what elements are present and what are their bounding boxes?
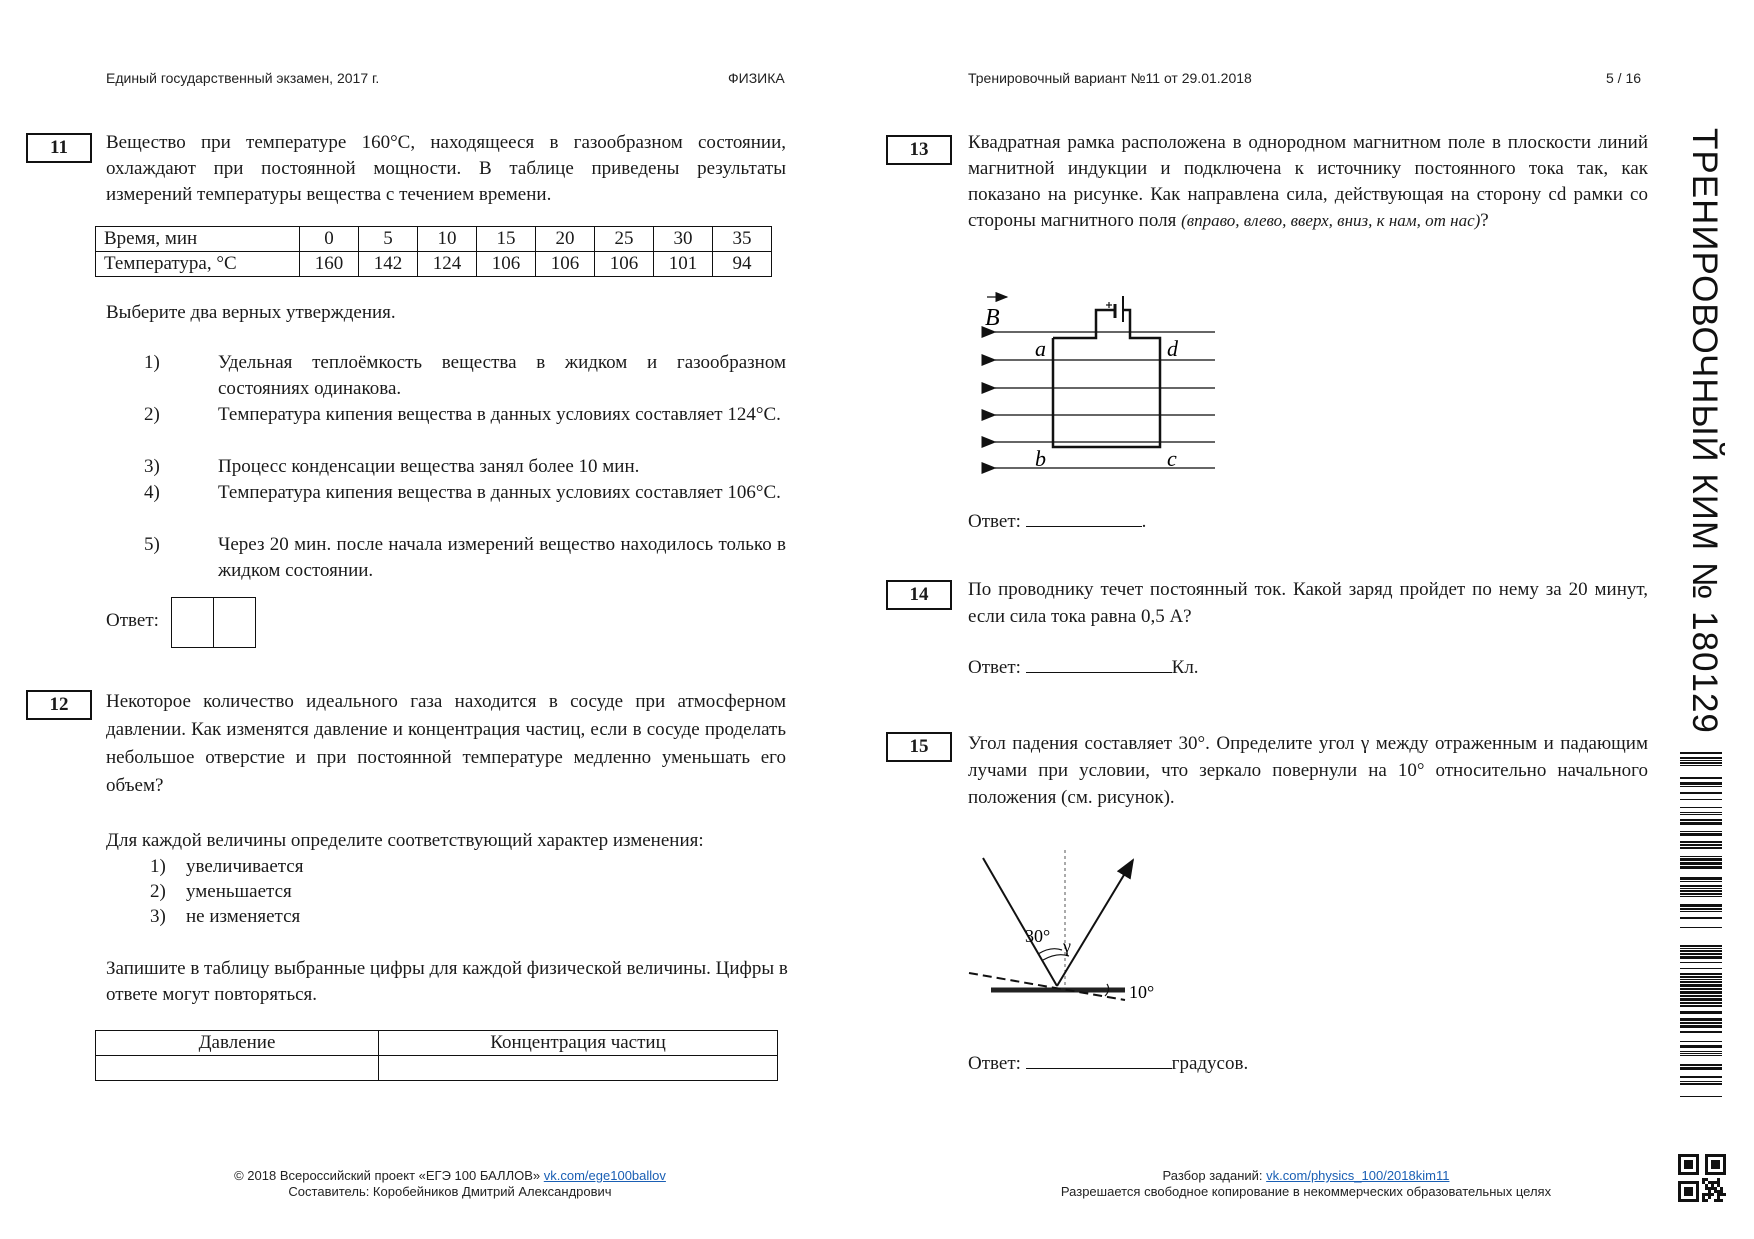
footer-review-label: Разбор заданий: xyxy=(1162,1168,1263,1183)
barcode-bar xyxy=(1680,812,1722,813)
qr-module xyxy=(1702,1199,1705,1202)
q13-answer-row xyxy=(968,506,1146,535)
table-cell: 35 xyxy=(713,227,772,252)
q13-text: Квадратная рамка расположена в однородном магнитном поле в плоскости линий магнитной индукции и подключена к источнику постоянного тока так, как показано на рисунке. Как направлена сила, действующая на сторону cd рамки со стороны магнитного поля xyxy=(968,132,1648,231)
q11-answer-cell-2[interactable] xyxy=(213,597,256,648)
barcode-bar xyxy=(1680,973,1722,975)
q14-answer-unit: Кл. xyxy=(1171,657,1199,678)
header-variant: Тренировочный вариант №11 от 29.01.2018 xyxy=(968,70,1252,86)
table-row-label-time: Время, мин xyxy=(96,227,300,252)
reflected-ray xyxy=(1057,860,1133,986)
option-number: 4) xyxy=(144,482,160,503)
barcode-bar xyxy=(1680,1045,1722,1048)
corner-c-label: c xyxy=(1167,446,1177,471)
angle-10-label: 10° xyxy=(1129,982,1155,1002)
header-page-number: 5 / 16 xyxy=(1606,70,1642,86)
qr-finder xyxy=(1711,1160,1720,1169)
table-cell: 124 xyxy=(418,252,477,277)
barcode-bar xyxy=(1680,948,1722,949)
q11-answer-cell-1[interactable] xyxy=(171,597,214,648)
qr-module xyxy=(1708,1187,1711,1190)
qr-module xyxy=(1708,1190,1711,1193)
barcode xyxy=(1680,752,1722,1100)
qr-module xyxy=(1711,1187,1714,1190)
qr-module xyxy=(1723,1193,1726,1196)
table-row xyxy=(96,252,772,277)
question-number-11: 11 xyxy=(26,133,92,163)
answer-cell-concentration[interactable] xyxy=(379,1056,778,1081)
table-cell: 25 xyxy=(595,227,654,252)
qr-finder xyxy=(1684,1160,1693,1169)
table-cell: 106 xyxy=(477,252,536,277)
q15-answer-row xyxy=(968,1048,1248,1077)
barcode-bar xyxy=(1680,786,1722,787)
barcode-bar xyxy=(1680,1031,1722,1033)
angle-30-label: 30° xyxy=(1025,926,1051,946)
barcode-bar xyxy=(1680,1083,1722,1085)
qr-module xyxy=(1720,1193,1723,1196)
q11-data-table xyxy=(95,226,772,277)
barcode-bar xyxy=(1680,866,1722,869)
barcode-bar xyxy=(1680,760,1722,761)
corner-b-label: b xyxy=(1035,446,1046,471)
qr-module xyxy=(1702,1181,1705,1184)
question-number-15: 15 xyxy=(886,732,952,762)
footer-copyright: © 2018 Всероссийский проект «ЕГЭ 100 БАЛЛОВ» xyxy=(234,1168,541,1183)
option-number: 2) xyxy=(144,404,160,425)
qr-module xyxy=(1717,1193,1720,1196)
footer-link-physics[interactable]: vk.com/physics_100/2018kim11 xyxy=(1266,1168,1450,1183)
q12-text: Некоторое количество идеального газа находится в сосуде при атмосферном давлении. Как изменятся давление и концентрация частиц, если в сосуде проделать небольшое отверстие и при постоянной температуре медленно уменьшать его объем? xyxy=(106,691,786,796)
barcode-bar xyxy=(1680,1067,1722,1070)
table-cell: 142 xyxy=(359,252,418,277)
qr-module xyxy=(1717,1196,1720,1199)
qr-module xyxy=(1720,1190,1723,1193)
table-cell: 5 xyxy=(359,227,418,252)
qr-module xyxy=(1708,1181,1711,1184)
barcode-bar xyxy=(1680,819,1722,821)
option-number: 2) xyxy=(150,881,166,902)
qr-module xyxy=(1714,1187,1717,1190)
barcode-bar xyxy=(1680,814,1722,815)
barcode-bar xyxy=(1680,908,1722,910)
option-number: 1) xyxy=(150,856,166,877)
q14-answer-label: Ответ: xyxy=(968,657,1021,678)
question-number-13: 13 xyxy=(886,135,952,165)
footer-link-ege100ballov[interactable]: vk.com/ege100ballov xyxy=(543,1168,666,1183)
q13-answer-tail: . xyxy=(1141,511,1147,532)
barcode-bar xyxy=(1680,945,1722,947)
angle-gamma-label: γ xyxy=(1063,936,1071,956)
barcode-bar xyxy=(1680,792,1722,794)
barcode-bar xyxy=(1680,991,1722,994)
table-header-concentration: Концентрация частиц xyxy=(379,1031,778,1056)
qr-module xyxy=(1711,1181,1714,1184)
barcode-bar xyxy=(1680,1081,1722,1082)
q13-hint: (вправо, влево, вверх, вниз, к нам, от нас) xyxy=(1181,211,1481,230)
q15-answer-label: Ответ: xyxy=(968,1053,1021,1074)
q15-answer-blank[interactable] xyxy=(1026,1048,1172,1069)
barcode-bar xyxy=(1680,979,1722,980)
barcode-bar xyxy=(1680,904,1722,907)
barcode-bar xyxy=(1680,885,1722,887)
list-item xyxy=(150,879,550,905)
barcode-bar xyxy=(1680,858,1722,861)
q13-text-block xyxy=(968,130,1648,234)
option-text: Процесс конденсации вещества занял более 10 мин. xyxy=(218,456,640,477)
option-text: Через 20 мин. после начала измерений вещество находилось только в жидком состоянии. xyxy=(218,534,786,581)
header-left: Единый государственный экзамен, 2017 г. xyxy=(106,70,380,86)
barcode-bar xyxy=(1680,1055,1722,1056)
barcode-bar xyxy=(1680,1018,1722,1021)
barcode-bar xyxy=(1680,782,1722,785)
barcode-bar xyxy=(1680,984,1722,987)
incident-ray xyxy=(983,858,1057,986)
q11-text: Вещество при температуре 160°С, находящееся в газообразном состоянии, охлаждают при постоянной мощности. В таблице приведены результаты измерений температуры вещества с течением времени. xyxy=(106,132,786,205)
barcode-bar xyxy=(1680,762,1722,764)
list-item xyxy=(150,854,550,880)
option-number: 3) xyxy=(144,456,160,477)
q11-prompt: Выберите два верных утверждения. xyxy=(106,302,396,323)
qr-module xyxy=(1705,1187,1708,1190)
barcode-bar xyxy=(1680,888,1722,889)
option-text: не изменяется xyxy=(186,906,301,927)
barcode-bar xyxy=(1680,976,1722,978)
barcode-bar xyxy=(1680,962,1722,963)
table-cell: 10 xyxy=(418,227,477,252)
qr-module xyxy=(1702,1193,1705,1196)
table-cell: 106 xyxy=(536,252,595,277)
qr-module xyxy=(1714,1190,1717,1193)
list-item xyxy=(150,904,550,930)
list-item xyxy=(144,454,786,480)
q13-answer-label: Ответ: xyxy=(968,511,1021,532)
barcode-bar xyxy=(1680,1022,1722,1024)
angle-arc-30 xyxy=(1038,949,1062,954)
qr-module xyxy=(1714,1181,1717,1184)
table-cell: 101 xyxy=(654,252,713,277)
option-number: 5) xyxy=(144,534,160,555)
barcode-bar xyxy=(1680,1011,1722,1014)
table-cell: 160 xyxy=(300,252,359,277)
qr-module xyxy=(1717,1181,1720,1184)
table-cell: 20 xyxy=(536,227,595,252)
qr-code xyxy=(1678,1154,1726,1202)
qr-module xyxy=(1711,1184,1714,1187)
rotated-mirror xyxy=(969,973,1125,1000)
qr-module xyxy=(1705,1193,1708,1196)
barcode-bar xyxy=(1680,917,1722,919)
qr-module xyxy=(1717,1190,1720,1193)
barcode-bar xyxy=(1680,833,1722,836)
barcode-bar xyxy=(1680,998,1722,1001)
barcode-bar xyxy=(1680,757,1722,759)
table-cell: 106 xyxy=(595,252,654,277)
barcode-bar xyxy=(1680,822,1722,825)
header-subject: ФИЗИКА xyxy=(728,70,785,86)
option-text: увеличивается xyxy=(186,856,304,877)
table-cell: 0 xyxy=(300,227,359,252)
qr-module xyxy=(1720,1199,1723,1202)
barcode-bar xyxy=(1680,1064,1722,1066)
barcode-bar xyxy=(1680,1025,1722,1028)
barcode-bar xyxy=(1680,1002,1722,1004)
barcode-bar xyxy=(1680,1053,1722,1054)
qr-module xyxy=(1705,1178,1708,1181)
qr-module xyxy=(1711,1193,1714,1196)
q13-hint-tail: ? xyxy=(1480,210,1489,231)
barcode-bar xyxy=(1680,911,1722,912)
table-cell: 94 xyxy=(713,252,772,277)
option-text: Удельная теплоёмкость вещества в жидком и газообразном состояниях одинакова. xyxy=(218,352,786,399)
option-number: 1) xyxy=(144,352,160,373)
barcode-bar xyxy=(1680,995,1722,997)
option-number: 3) xyxy=(150,906,166,927)
barcode-bar xyxy=(1680,841,1722,843)
barcode-bar xyxy=(1680,890,1722,892)
qr-module xyxy=(1702,1196,1705,1199)
barcode-bar xyxy=(1680,831,1722,832)
list-item xyxy=(144,402,786,454)
barcode-bar xyxy=(1680,765,1722,766)
table-header-pressure: Давление xyxy=(96,1031,379,1056)
barcode-bar xyxy=(1680,877,1722,880)
side-label: ТРЕНИРОВОЧНЫЙ КИМ № 180129 xyxy=(1685,128,1724,734)
list-item xyxy=(144,480,786,532)
qr-module xyxy=(1702,1178,1705,1181)
barcode-bar xyxy=(1680,844,1722,846)
table-row xyxy=(96,227,772,252)
qr-finder xyxy=(1684,1187,1693,1196)
question-number-12: 12 xyxy=(26,690,92,720)
barcode-bar xyxy=(1680,847,1722,849)
footer-right-line1 xyxy=(1006,1168,1606,1183)
barcode-bar xyxy=(1680,862,1722,865)
barcode-bar xyxy=(1680,953,1722,955)
table-row-label-temperature: Температура, °С xyxy=(96,252,300,277)
barcode-bar xyxy=(1680,927,1722,928)
q14-text: По проводнику течет постоянный ток. Какой заряд пройдет по нему за 20 минут, если сила тока равна 0,5 А? xyxy=(968,579,1648,627)
option-text: уменьшается xyxy=(186,881,292,902)
barcode-bar xyxy=(1680,1051,1722,1052)
list-item xyxy=(144,350,786,402)
table-cell: 15 xyxy=(477,227,536,252)
q14-answer-blank[interactable] xyxy=(1026,652,1172,673)
barcode-bar xyxy=(1680,881,1722,882)
barcode-bar xyxy=(1680,981,1722,983)
q15-text: Угол падения составляет 30°. Определите угол γ между отраженным и падающим лучами при условии, что зеркало повернули на 10° относительно начального положения (см. рисунок). xyxy=(968,733,1648,808)
list-item xyxy=(144,532,786,584)
footer-license: Разрешается свободное копирование в некоммерческих образовательных целях xyxy=(1060,1184,1552,1199)
option-text: Температура кипения вещества в данных условиях составляет 124°С. xyxy=(218,404,781,425)
corner-d-label: d xyxy=(1167,336,1178,361)
q13-answer-blank[interactable] xyxy=(1026,506,1142,527)
barcode-bar xyxy=(1680,1076,1722,1078)
b-vector-label: B xyxy=(985,305,1000,331)
footer-left-line1 xyxy=(150,1168,750,1183)
qr-module xyxy=(1705,1199,1708,1202)
barcode-bar xyxy=(1680,856,1722,857)
q12-answer-table xyxy=(95,1030,778,1081)
footer-author: Составитель: Коробейников Дмитрий Александрович xyxy=(288,1184,612,1199)
barcode-bar xyxy=(1680,950,1722,952)
barcode-bar xyxy=(1680,799,1722,800)
table-cell: 30 xyxy=(654,227,713,252)
barcode-bar xyxy=(1680,807,1722,808)
qr-module xyxy=(1705,1184,1708,1187)
q15-figure xyxy=(965,850,1175,1010)
answer-cell-pressure[interactable] xyxy=(96,1056,379,1081)
barcode-bar xyxy=(1680,1041,1722,1042)
barcode-bar xyxy=(1680,752,1722,754)
barcode-bar xyxy=(1680,777,1722,779)
qr-module xyxy=(1708,1193,1711,1196)
q12-instruction: Запишите в таблицу выбранные цифры для каждой физической величины. Цифры в ответе могут повторяться. xyxy=(106,958,788,1005)
table-row xyxy=(96,1031,778,1056)
barcode-bar xyxy=(1680,896,1722,897)
q13-figure xyxy=(975,280,1225,480)
barcode-bar xyxy=(1680,1005,1722,1007)
qr-module xyxy=(1717,1178,1720,1181)
q11-answer-label: Ответ: xyxy=(106,610,159,631)
barcode-bar xyxy=(1680,956,1722,959)
barcode-bar xyxy=(1680,968,1722,969)
q15-answer-unit: градусов. xyxy=(1171,1053,1249,1074)
barcode-bar xyxy=(1680,893,1722,895)
qr-module xyxy=(1708,1196,1711,1199)
barcode-bar xyxy=(1680,1096,1722,1097)
qr-module xyxy=(1717,1184,1720,1187)
barcode-bar xyxy=(1680,988,1722,990)
table-row xyxy=(96,1056,778,1081)
corner-a-label: a xyxy=(1035,336,1046,361)
wire-frame xyxy=(1053,310,1160,447)
q14-answer-row xyxy=(968,652,1199,681)
qr-module xyxy=(1717,1199,1720,1202)
q12-prompt: Для каждой величины определите соответствующий характер изменения: xyxy=(106,830,704,851)
option-text: Температура кипения вещества в данных условиях составляет 106°С. xyxy=(218,482,781,503)
qr-module xyxy=(1714,1199,1717,1202)
qr-module xyxy=(1720,1187,1723,1190)
question-number-14: 14 xyxy=(886,580,952,610)
